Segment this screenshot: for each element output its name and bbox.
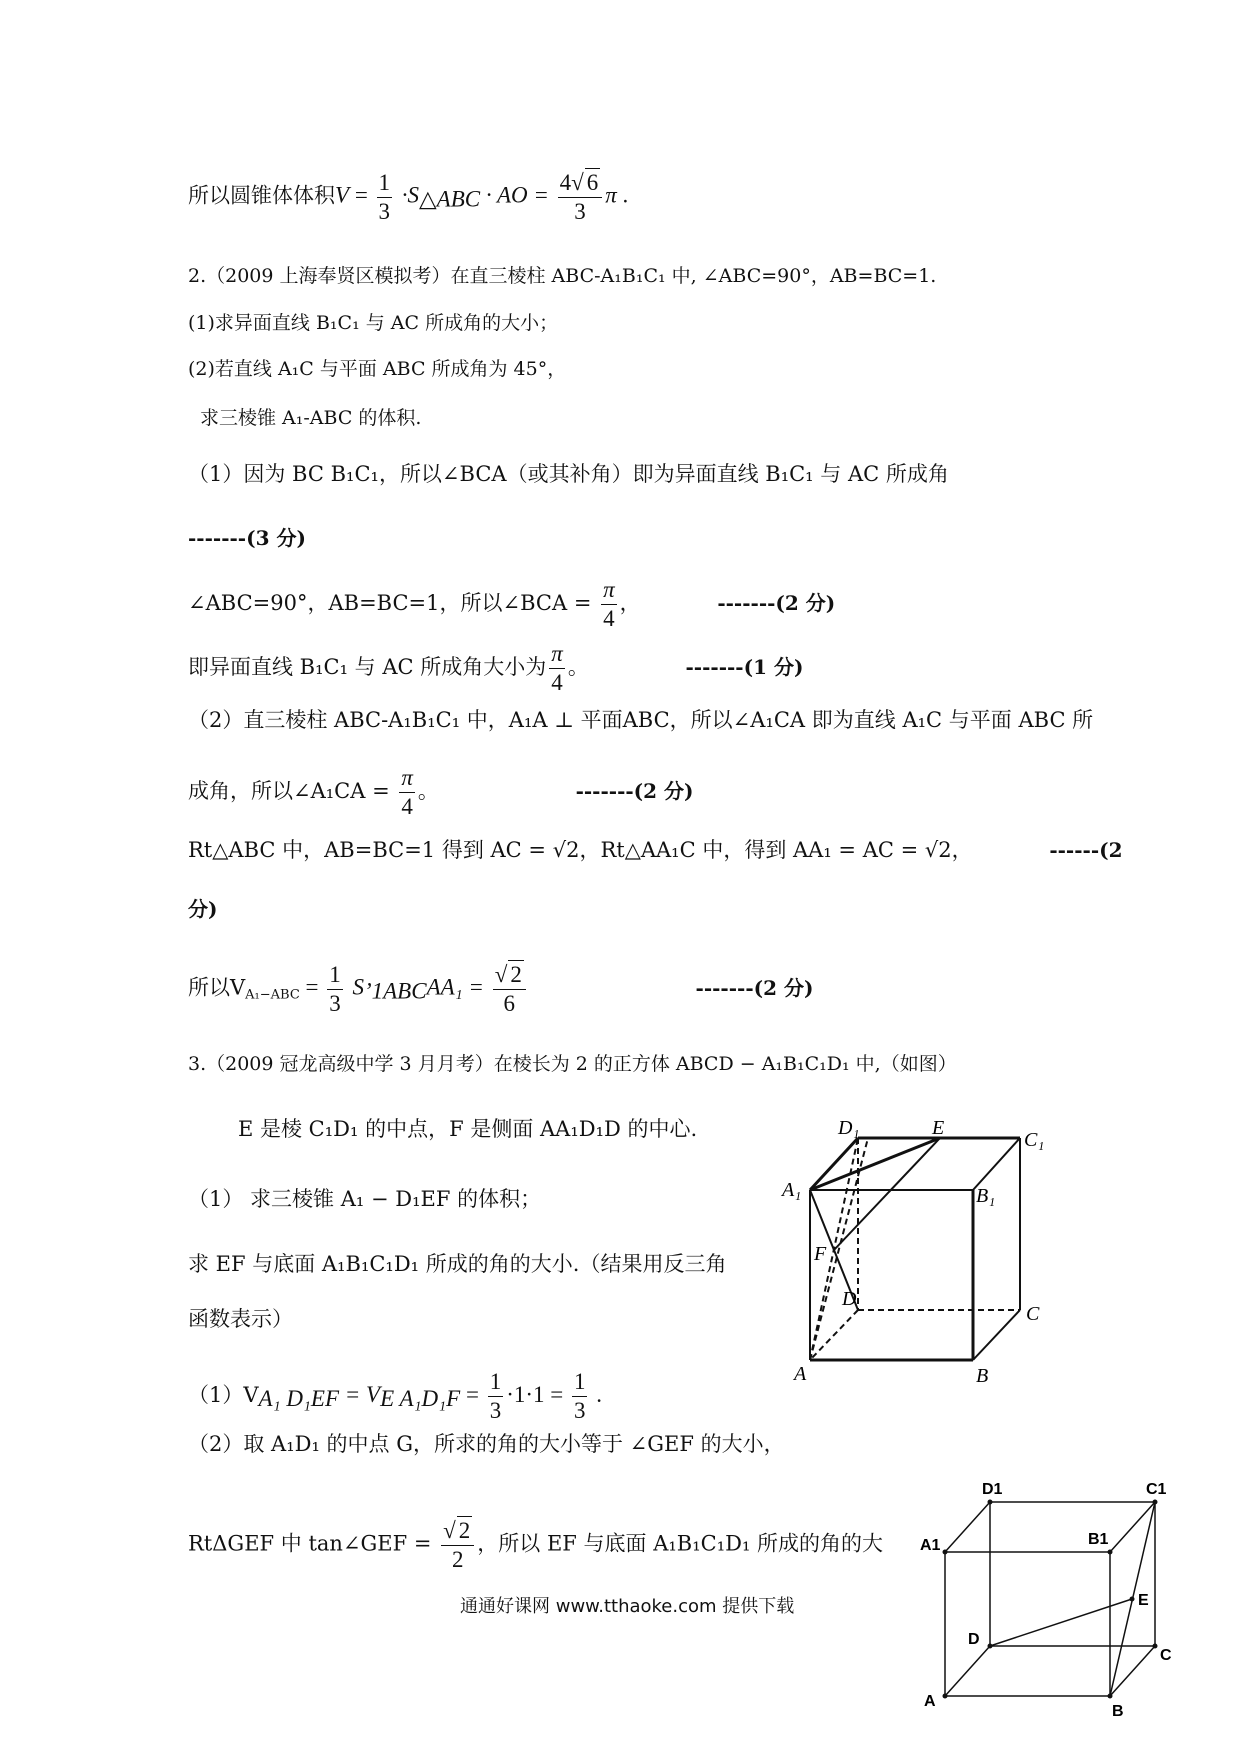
points-2a: -------(2 分): [717, 591, 836, 615]
points-2b: -------(2 分): [575, 779, 694, 803]
points-2c: ------(2: [1049, 838, 1123, 862]
cone-volume-text: 所以圆锥体体积: [188, 183, 335, 208]
fig2-label-b1: B1: [1088, 1531, 1109, 1548]
fig1-label-f: F: [814, 1243, 827, 1265]
points-2d: -------(2 分): [695, 975, 814, 1000]
fraction-4root6-over-3: $\frac{4√ 6}{3}$: [558, 168, 603, 226]
points-1: -------(1 分): [685, 655, 804, 679]
problem2-answer7: 所以$V_{A_1-ABC}$ = $\frac{1}{3}$ $S_{ʼ1ABC}AA_1$ = $\frac{√ 2}{6}$ -------(2 分): [188, 961, 814, 1016]
problem3-answer1: $(1)V_{A_1 D_1EF} = V_{E A_1D_1F}$ = $\frac{1}{3}$ ·1·1 = $\frac{1}{3}$ .: [188, 1369, 602, 1423]
problem3-e-f: E 是棱 C₁D₁ 的中点，F 是侧面 AA₁D₁D 的中心.: [238, 1117, 698, 1141]
fig1-label-d1: D₁: [838, 1120, 860, 1139]
problem2-answer5: 成角，所以∠A₁CA = $\frac{\pi}{4}$ 。 -------(2 分): [188, 765, 694, 819]
problem2-question2b: 求三棱锥 A₁-ABC 的体积.: [200, 407, 422, 429]
problem2-answer6: Rt△ABC 中，AB=BC=1 得到 AC = √2，Rt△AA₁C 中，得到 AA₁ = AC = √2， ------(2: [188, 838, 1123, 862]
fraction-root2-over-2: $\frac{√ 2}{2}$: [441, 1516, 474, 1574]
fraction-root2-over-6: $\frac{√ 2}{6}$: [493, 960, 526, 1018]
problem3-header: 3.（2009 冠龙高级中学 3 月月考）在棱长为 2 的正方体 ABCD − A₁B₁C₁D₁ 中,（如图）: [188, 1053, 957, 1075]
problem2-answer3: 即异面直线 B₁C₁ 与 AC 所成角大小为 $\frac{\pi}{4}$ 。 -------(1 分): [188, 641, 804, 695]
points-3: -------(3 分): [188, 526, 306, 550]
var-v: V: [335, 182, 350, 208]
fraction-one-third: $\frac{1}{3}$: [378, 169, 391, 224]
cone-volume-line: 所以圆锥体体积V = $\frac{1}{3}$ $\cdot S_{\triangle ABC}$ · AO = $\frac{4√ 6}{3}$ π .: [188, 169, 629, 224]
cube-figure-2: [920, 1480, 1190, 1725]
cube-figure-1: [780, 1120, 1080, 1390]
fig2-label-c: C: [1160, 1647, 1172, 1664]
fig1-label-b1: B₁: [976, 1185, 996, 1207]
fig1-label-a1: A₁: [782, 1179, 802, 1201]
fig2-label-e: E: [1138, 1592, 1149, 1609]
fig2-label-c1: C1: [1146, 1481, 1167, 1498]
fraction-one-third-d: $\frac{1}{3}$: [573, 1369, 586, 1423]
problem2-answer2: ∠ABC=90°，AB=BC=1，所以∠BCA = $\frac{\pi}{4}$ ， -------(2 分): [188, 577, 836, 631]
problem2-header: 2.（2009 上海奉贤区模拟考）在直三棱柱 ABC-A₁B₁C₁ 中, ∠ABC=90°，AB=BC=1.: [188, 265, 937, 287]
fig2-label-d1: D1: [982, 1481, 1003, 1498]
problem2-answer1: （1）因为 BC B₁C₁，所以∠BCA（或其补角）即为异面直线 B₁C₁ 与 AC 所成角: [188, 462, 949, 486]
problem2-question2: (2)若直线 A₁C 与平面 ABC 所成角为 45°，: [188, 358, 567, 380]
page-footer: 通通好课网 www.tthaoke.com 提供下载: [460, 1596, 795, 1617]
fig1-label-c: C: [1026, 1303, 1040, 1325]
problem2-answer4: （2）直三棱柱 ABC-A₁B₁C₁ 中，A₁A ⊥ 平面ABC，所以∠A₁CA 即为直线 A₁C 与平面 ABC 所: [188, 708, 1094, 732]
problem2-question1: (1)求异面直线 B₁C₁ 与 AC 所成角的大小；: [188, 312, 559, 334]
problem3-question1: （1） 求三棱锥 A₁ − D₁EF 的体积；: [188, 1187, 542, 1211]
fig2-label-a: A: [924, 1693, 936, 1710]
fig1-label-a: A: [794, 1363, 807, 1385]
fig1-label-d: D: [842, 1288, 857, 1310]
fraction-pi-over-4: $\frac{\pi}{4}$: [603, 577, 615, 631]
fraction-one-third-c: $\frac{1}{3}$: [489, 1369, 502, 1423]
fig2-label-b: B: [1112, 1703, 1124, 1720]
problem3-question2: 求 EF 与底面 A₁B₁C₁D₁ 所成的角的大小.（结果用反三角: [188, 1252, 727, 1276]
fraction-one-third-b: $\frac{1}{3}$: [329, 961, 341, 1016]
fig1-label-b: B: [976, 1365, 989, 1387]
fraction-pi-over-4b: $\frac{\pi}{4}$: [551, 641, 563, 695]
fig1-label-e: E: [932, 1120, 945, 1139]
problem3-question2b: 函数表示）: [188, 1307, 293, 1331]
fraction-pi-over-4c: $\frac{\pi}{4}$: [401, 765, 413, 819]
fig2-label-a1: A1: [920, 1537, 941, 1554]
problem3-answer3: RtΔGEF 中 tan∠GEF = $\frac{√ 2}{2}$ ，所以 EF 与底面 A₁B₁C₁D₁ 所成的角的大: [188, 1518, 884, 1572]
fig2-label-d: D: [968, 1631, 980, 1648]
points-2c-tail: 分): [188, 897, 218, 921]
fig1-label-c1: C₁: [1024, 1129, 1045, 1151]
problem3-answer2: （2）取 A₁D₁ 的中点 G，所求的角的大小等于 ∠GEF 的大小，: [188, 1432, 785, 1456]
